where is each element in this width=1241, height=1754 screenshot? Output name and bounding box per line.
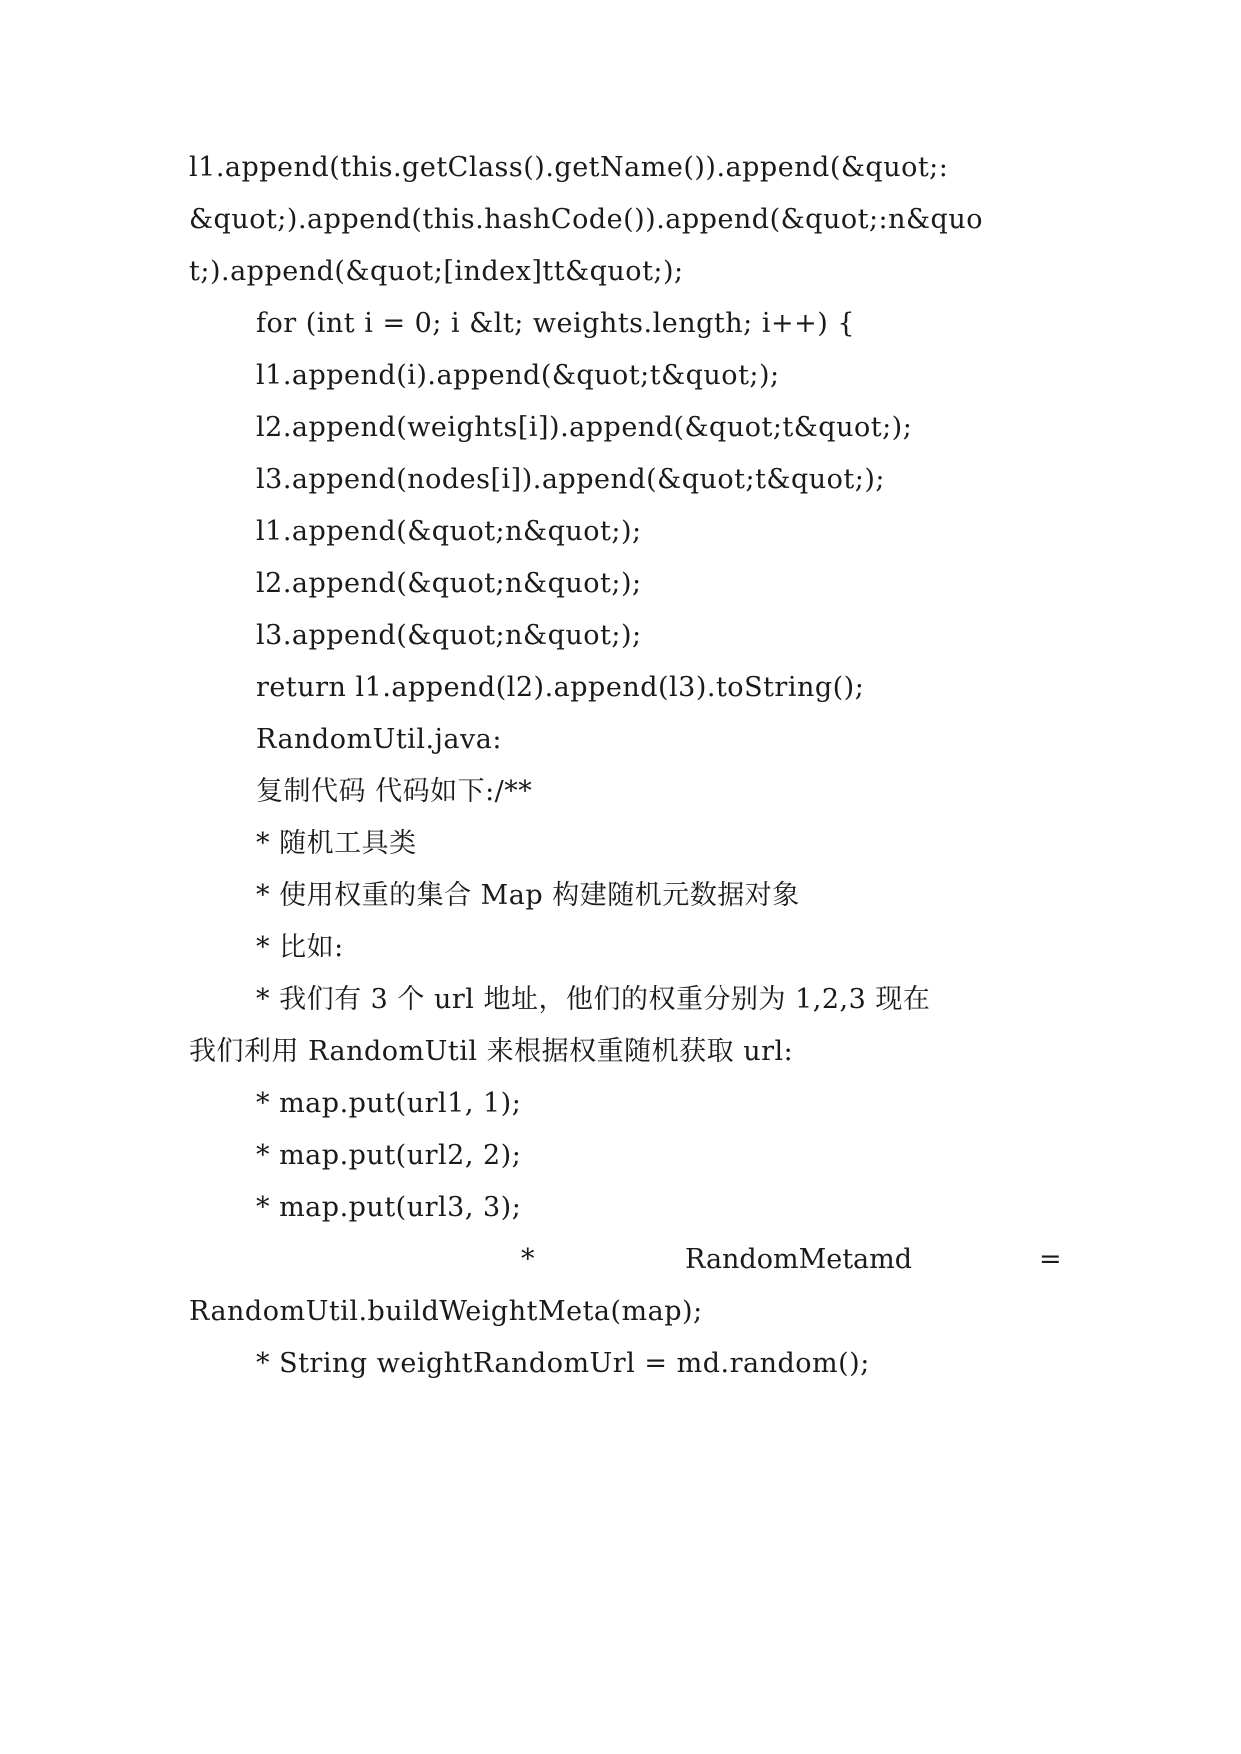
text-line-11: return l1.append(l2).append(l3).toString(); (256, 672, 865, 703)
text-line-14: * 随机工具类 (256, 828, 417, 859)
text-line-10: l3.append(&quot;n&quot;); (256, 620, 642, 651)
text-line-6: l2.append(weights[i]).append(&quot;t&quot;); (256, 412, 913, 443)
text-line-21: * map.put(url3, 3); (256, 1192, 522, 1223)
text-line-15: * 使用权重的集合 Map 构建随机元数据对象 (256, 880, 800, 911)
text-line-12: RandomUtil.java: (256, 724, 502, 755)
text-line-17: * 我们有 3 个 url 地址，他们的权重分别为 1,2,3 现在 (256, 984, 931, 1015)
justified-part-equals: = (1039, 1244, 1062, 1275)
text-line-9: l2.append(&quot;n&quot;); (256, 568, 642, 599)
justified-part-name: RandomMetamd (685, 1244, 913, 1275)
text-line-8: l1.append(&quot;n&quot;); (256, 516, 642, 547)
text-line-23: RandomUtil.buildWeightMeta(map); (189, 1296, 703, 1327)
text-line-7: l3.append(nodes[i]).append(&quot;t&quot;); (256, 464, 885, 495)
text-line-5: l1.append(i).append(&quot;t&quot;); (256, 360, 780, 391)
text-line-4: for (int i = 0; i &lt; weights.length; i++) { (256, 308, 855, 339)
text-line-13: 复制代码 代码如下:/** (256, 776, 533, 807)
text-line-20: * map.put(url2, 2); (256, 1140, 522, 1171)
text-line-24: * String weightRandomUrl = md.random(); (256, 1348, 870, 1379)
text-line-18: 我们利用 RandomUtil 来根据权重随机获取 url: (189, 1036, 794, 1067)
text-line-22-justified (189, 1238, 1062, 1282)
justified-part-asterisk: * (521, 1244, 535, 1275)
text-line-19: * map.put(url1, 1); (256, 1088, 522, 1119)
text-line-3: t;).append(&quot;[index]tt&quot;); (189, 256, 684, 287)
text-line-2: &quot;).append(this.hashCode()).append(&quot;:n&quo (189, 204, 983, 235)
text-line-16: * 比如: (256, 932, 344, 963)
text-line-1: l1.append(this.getClass().getName()).append(&quot;: (189, 152, 949, 183)
